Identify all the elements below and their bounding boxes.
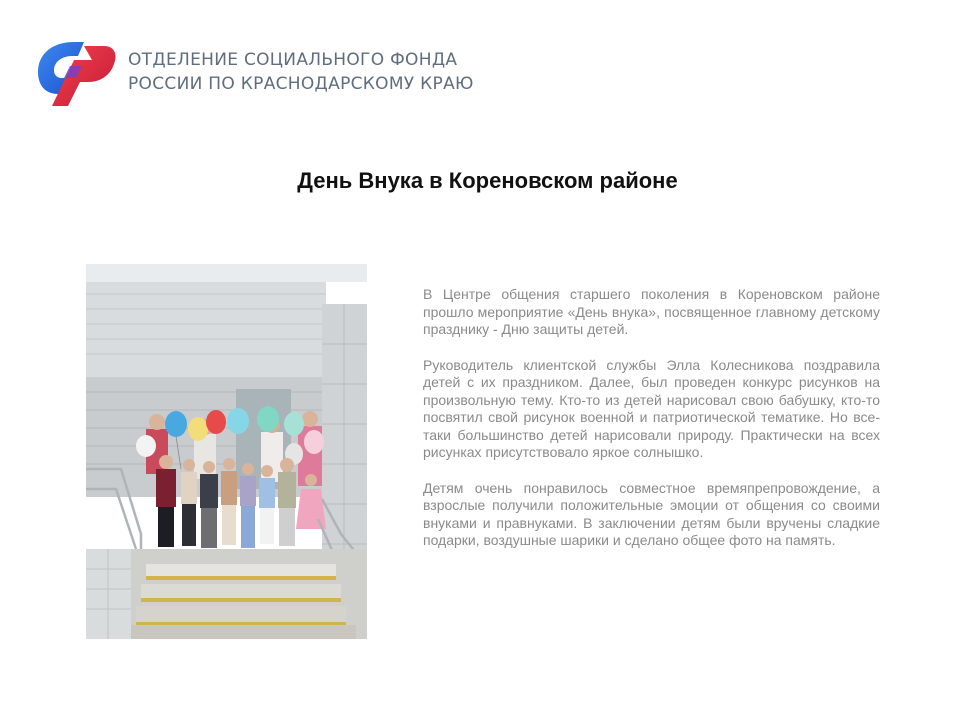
org-name-line-1: ОТДЕЛЕНИЕ СОЦИАЛЬНОГО ФОНДА: [128, 50, 458, 70]
sfr-logo-icon: [34, 36, 118, 108]
group-photo: [86, 264, 367, 639]
paragraph-2: Руководитель клиентской службы Элла Колесникова поздравила детей с их праздником. Далее, был проведен конкурс рисунков на произвольную тему. Кто-то из детей нарисовал свою бабушку, кто-то посвятил свой рисунок военной и патриотической тематике. Но все-таки большинство детей нарисовали природу. Практически на всех рисунках присутствовало яркое солнышко.: [423, 356, 880, 460]
header: [34, 36, 474, 108]
org-name: [128, 48, 474, 96]
org-name-line-2: РОССИИ ПО КРАСНОДАРСКОМУ КРАЮ: [128, 74, 474, 94]
paragraph-3: Детям очень понравилось совместное времяпрепровождение, а взрослые получили положительные эмоции от общения со своими внуками и правнуками. В заключении детям были вручены сладкие подарки, воздушные шарики и сделано общее фото на память.: [423, 479, 880, 548]
page-title: День Внука в Кореновском районе: [297, 168, 678, 193]
article-body: [423, 286, 880, 568]
paragraph-1: В Центре общения старшего поколения в Кореновском районе прошло мероприятие «День внука», посвященное главному детскому празднику - Дню защиты детей.: [423, 286, 880, 337]
